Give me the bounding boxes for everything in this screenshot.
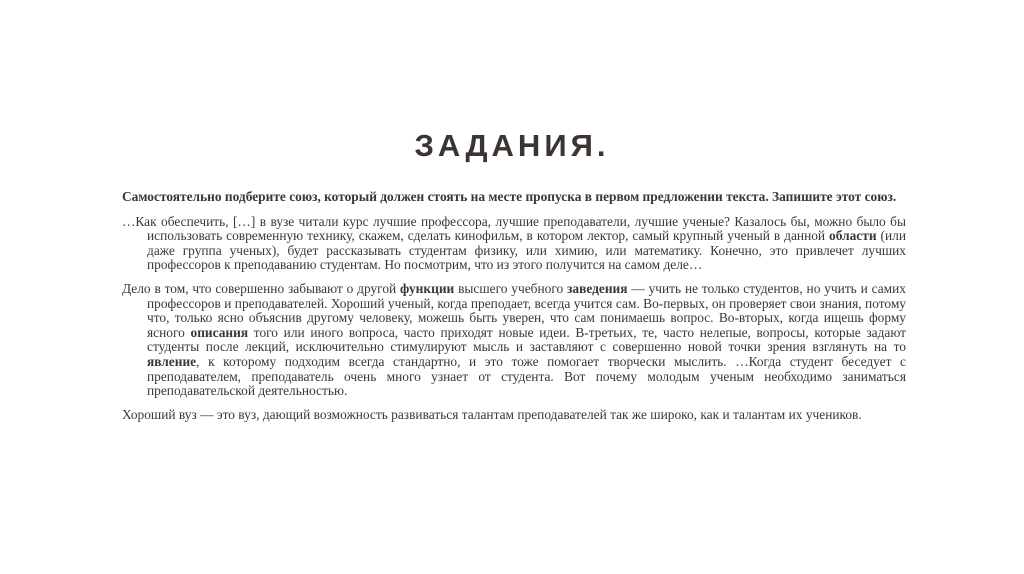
keyword-oblasti: области <box>829 228 877 244</box>
text-fragment: , к которому подходим всегда стандартно, и это тоже помогает творчески мыслить. …Когда студент беседует с преподавателем, преподаватель очень много узнает от студента. Вот почему молодым ученым необходимо заниматься преподавательской деятельностью. <box>147 353 906 399</box>
text-fragment: …Как обеспечить, […] в вузе читали курс лучшие профессора, лучшие преподаватели, лучшие ученые? Казалось бы, можно было бы использовать современную технику, скажем, сделать кинофильм, в котором лектор, самый крупный ученый в данной <box>122 213 906 244</box>
text-paragraph-1 <box>122 215 906 273</box>
text-fragment: того или иного вопроса, часто приходят новые идеи. В-третьих, те, часто нелепые, вопросы, которые задают студенты после лекций, исключительно стимулируют мысль и заставляют с совершенно новой точки зрения взглянуть на то <box>147 324 907 355</box>
text-fragment: высшего учебного <box>454 280 568 296</box>
keyword-yavlenie: явление <box>147 353 197 369</box>
text-fragment: (или даже группа ученых), будет рассказывать студентам физику, или химию, или математику. Конечно, это привлечет лучших профессоров к преподаванию студентам. Но посмотрим, что из этого получится на самом деле… <box>147 228 906 273</box>
text-fragment: — учить не только студентов, но учить и самих профессоров и преподавателей. Хороший ученый, когда преподает, всегда учится сам. Во-первых, он проверяет свои знания, потому что, только ясно объяснив другому человеку, можешь быть уверен, что сам понимаешь вопрос. Во-вторых, когда ищешь форму ясного <box>147 280 907 340</box>
keyword-zavedeniya: заведения <box>567 280 628 296</box>
text-fragment: Дело в том, что совершенно забывают о другой <box>122 280 401 296</box>
slide-title: ЗАДАНИЯ. <box>414 128 610 163</box>
text-paragraph-3: Хороший вуз — это вуз, дающий возможность развиваться талантам преподавателей так же широко, как и талантам их учеников. <box>122 406 862 422</box>
task-instruction: Самостоятельно подберите союз, который должен стоять на месте пропуска в первом предложении текста. Запишите этот союз. <box>122 189 897 204</box>
keyword-funktsii: функции <box>400 280 455 296</box>
slide-body <box>122 190 906 422</box>
keyword-opisaniya: описания <box>190 324 249 340</box>
text-paragraph-2 <box>122 282 906 399</box>
